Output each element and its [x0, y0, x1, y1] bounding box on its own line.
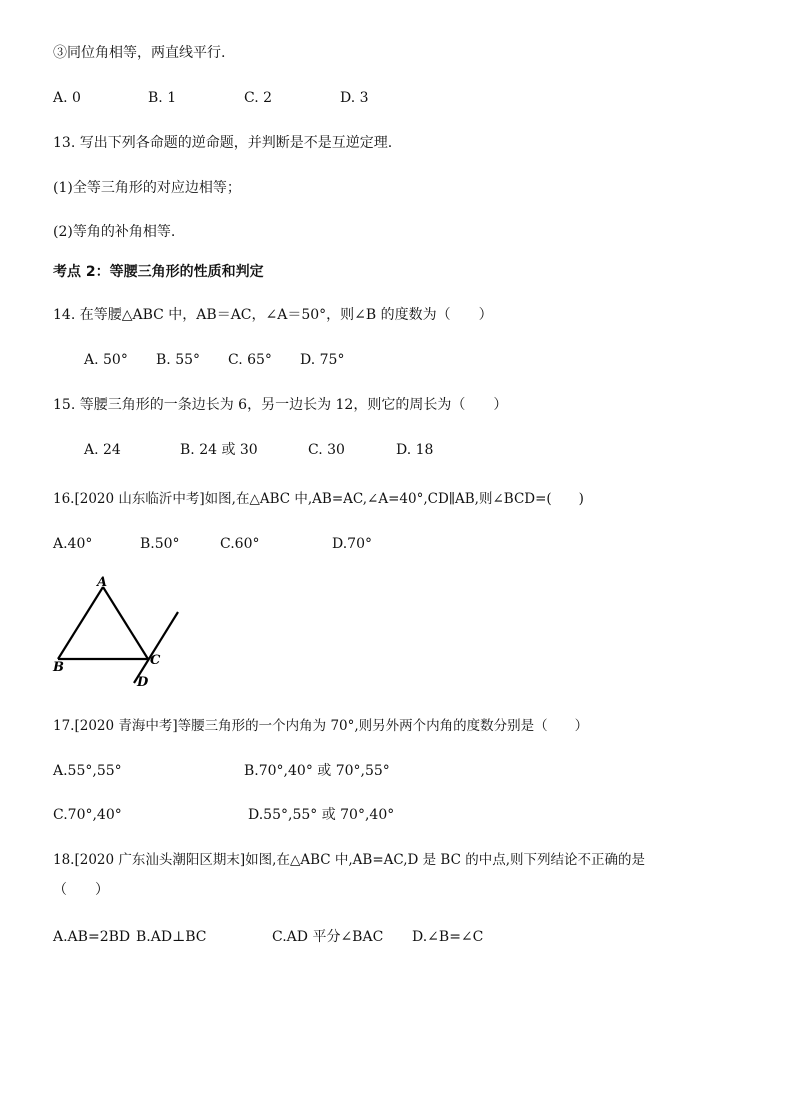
option-d: D. 75°	[300, 352, 345, 368]
option-b: B. 1	[148, 90, 177, 106]
option-a: A. 0	[53, 90, 81, 106]
option-b: B. 55°	[156, 352, 201, 368]
q15-stem: 15. 等腰三角形的一条边长为 6，另一边长为 12，则它的周长为（ ）	[53, 397, 508, 413]
q13-part-2: (2)等角的补角相等.	[53, 224, 176, 240]
option-d: D.∠B=∠C	[412, 929, 484, 945]
side-ac	[103, 587, 148, 659]
section-heading: 考点 2：等腰三角形的性质和判定	[53, 264, 264, 280]
option-c: C. 2	[244, 90, 273, 106]
option-c: C.70°,40°	[53, 807, 122, 823]
option-d: D.70°	[332, 536, 372, 552]
side-ab	[58, 587, 103, 659]
q17-stem: 17.[2020 青海中考]等腰三角形的一个内角为 70°,则另外两个内角的度数分别是（ ）	[53, 718, 589, 734]
option-b: B.70°,40° 或 70°,55°	[244, 763, 390, 779]
option-d: D.55°,55° 或 70°,40°	[248, 807, 395, 823]
q18-stem: 18.[2020 广东汕头潮阳区期末]如图,在△ABC 中,AB=AC,D 是 BC 的中点,则下列结论不正确的是	[53, 852, 646, 868]
option-c: C. 30	[308, 442, 345, 458]
option-c: C. 65°	[228, 352, 272, 368]
option-c: C.AD 平分∠BAC	[272, 929, 384, 945]
option-b: B.AD⊥BC	[136, 929, 207, 945]
option-a: A. 50°	[84, 352, 128, 368]
q13-part-1: (1)全等三角形的对应边相等；	[53, 180, 241, 196]
label-d: D	[137, 675, 149, 690]
label-b: B	[53, 660, 64, 675]
option-b: B.50°	[140, 536, 180, 552]
triangle-figure	[50, 575, 190, 690]
q12-item-3: ③同位角相等，两直线平行.	[53, 45, 226, 61]
option-a: A.40°	[53, 536, 93, 552]
option-a: A. 24	[84, 442, 121, 458]
label-a: A	[97, 575, 108, 590]
q16-stem: 16.[2020 山东临沂中考]如图,在△ABC 中,AB=AC,∠A=40°,CD∥AB,则∠BCD=( )	[53, 491, 584, 507]
option-a: A.55°,55°	[53, 763, 122, 779]
q14-stem: 14. 在等腰△ABC 中，AB＝AC，∠A＝50°，则∠B 的度数为（ ）	[53, 307, 493, 323]
label-c: C	[150, 653, 161, 668]
option-c: C.60°	[220, 536, 260, 552]
q18-stem-blank: （ ）	[53, 882, 109, 898]
option-d: D. 3	[340, 90, 369, 106]
q13-stem: 13. 写出下列各命题的逆命题，并判断是不是互逆定理.	[53, 135, 393, 151]
option-d: D. 18	[396, 442, 434, 458]
option-a: A.AB=2BD	[53, 929, 131, 945]
option-b: B. 24 或 30	[180, 442, 258, 458]
